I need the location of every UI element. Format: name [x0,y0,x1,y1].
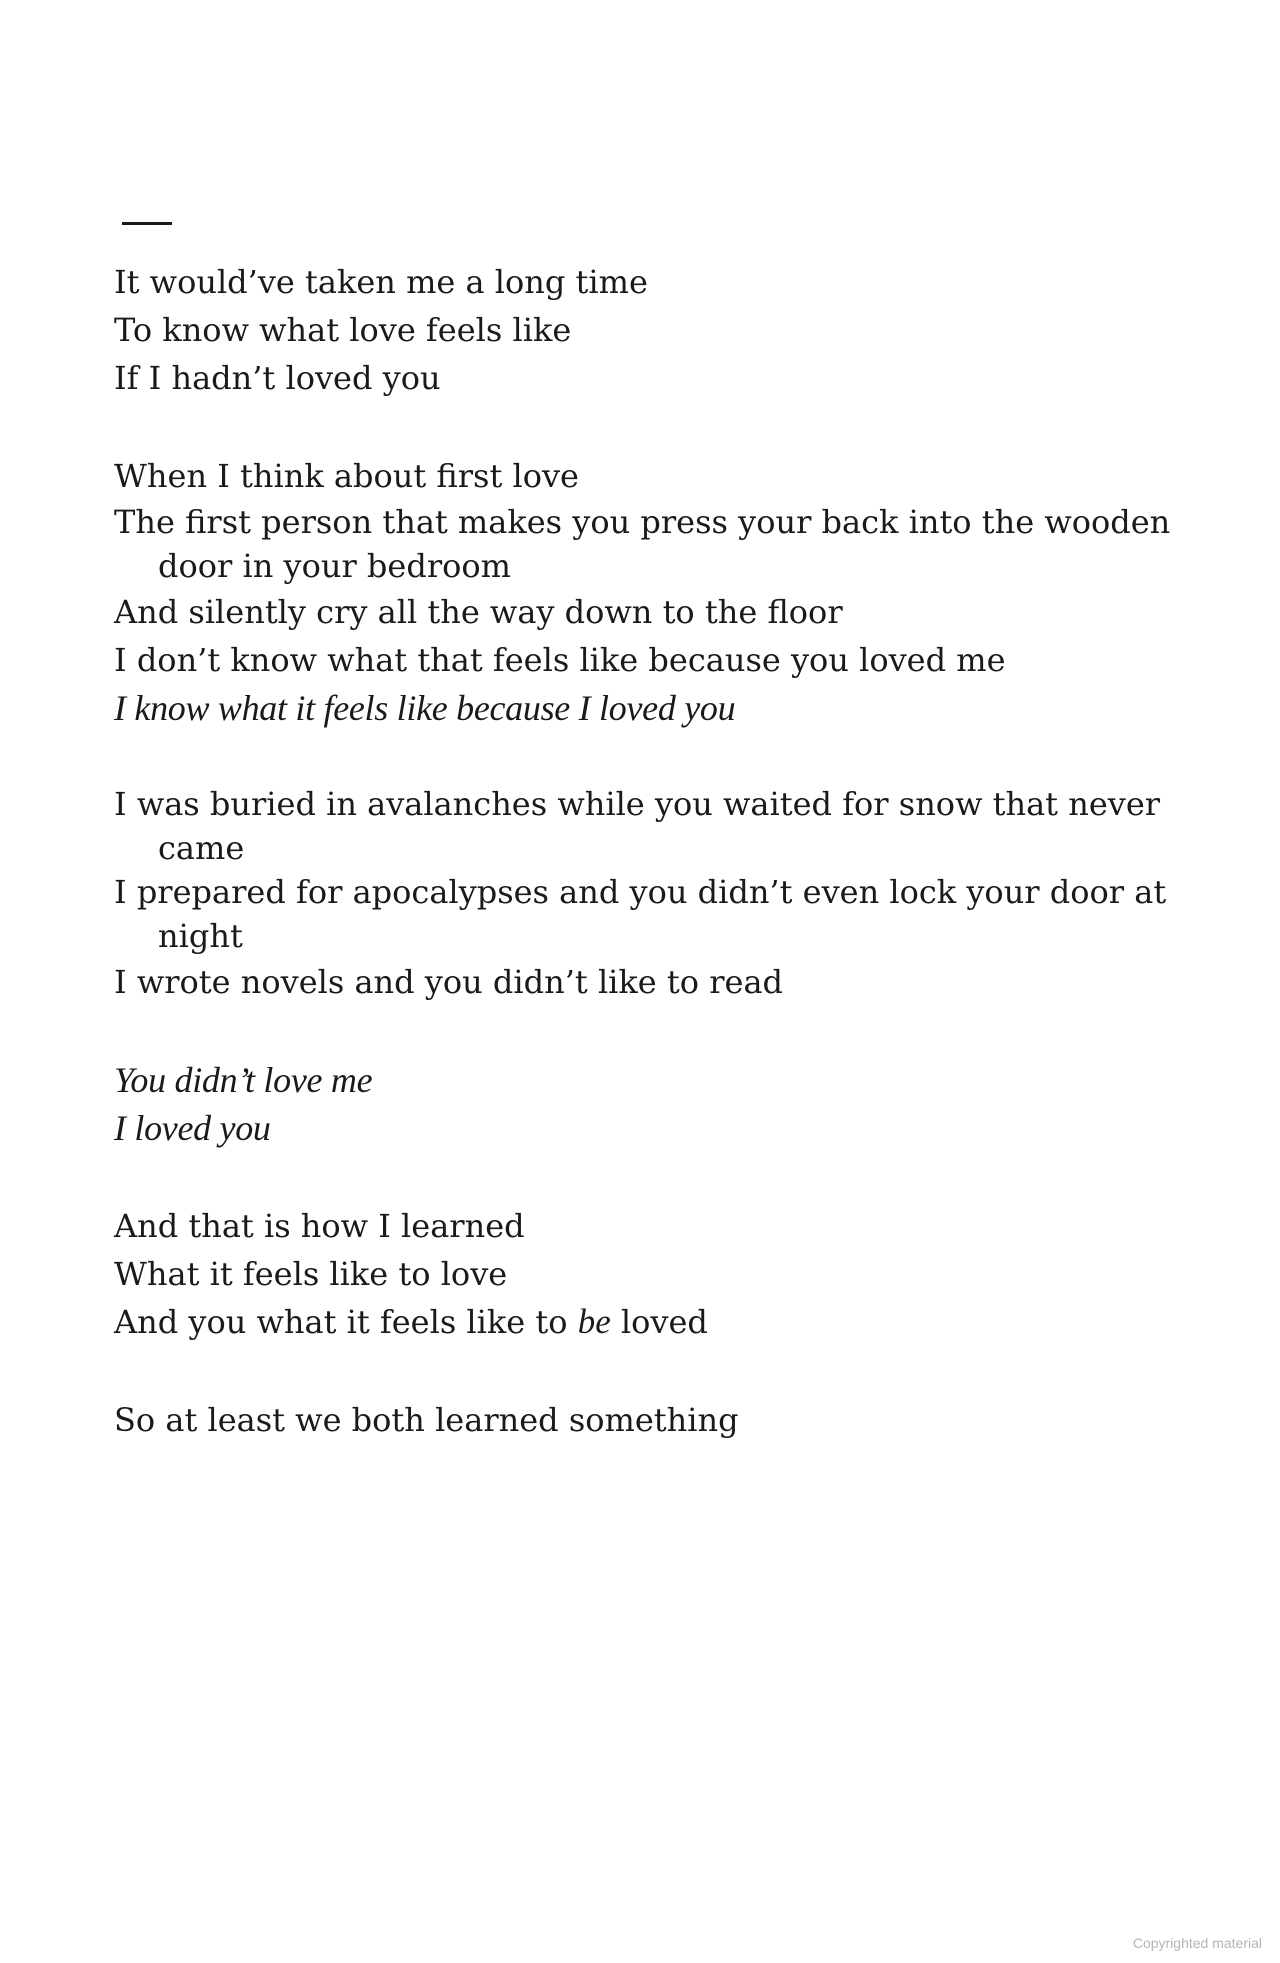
poem [114,258,1174,1494]
poem-line [114,1298,1174,1346]
stanza-2 [114,452,1174,732]
section-dash [122,222,172,225]
poem-line: If I hadn’t loved you [114,359,441,397]
stanza-5 [114,1202,1174,1346]
poem-line: I wrote novels and you didn’t like to read [114,963,783,1001]
poem-line-italic: You didn’t love me [114,1060,373,1100]
stanza-3 [114,782,1174,1006]
stanza-6 [114,1396,1174,1444]
poem-line-italic: I know what it feels like because I loved you [114,688,736,728]
stanza-4 [114,1056,1174,1152]
poem-line: To know what love feels like [114,311,572,349]
poem-line: The first person that makes you press your back into the wooden door in your bedroom [114,503,1171,585]
poem-line: It would’ve taken me a long time [114,263,648,301]
poem-line: I don’t know what that feels like because you loved me [114,641,1006,679]
copyright-notice: Copyrighted material [1132,1935,1262,1951]
poem-line: So at least we both learned something [114,1401,739,1439]
poem-text: And you what it feels like to [114,1303,578,1341]
poem-line: What it feels like to love [114,1255,508,1293]
poem-line: And that is how I learned [114,1207,525,1245]
poem-line-italic: I loved you [114,1108,271,1148]
poem-line: I prepared for apocalypses and you didn’t even lock your door at night [114,873,1167,955]
poem-text: loved [610,1303,708,1341]
poem-line: When I think about first love [114,457,579,495]
poem-line: I was buried in avalanches while you waited for snow that never came [114,785,1161,867]
emphasis-text: be [577,1302,611,1341]
stanza-1 [114,258,1174,402]
poem-line: And silently cry all the way down to the floor [114,593,843,631]
